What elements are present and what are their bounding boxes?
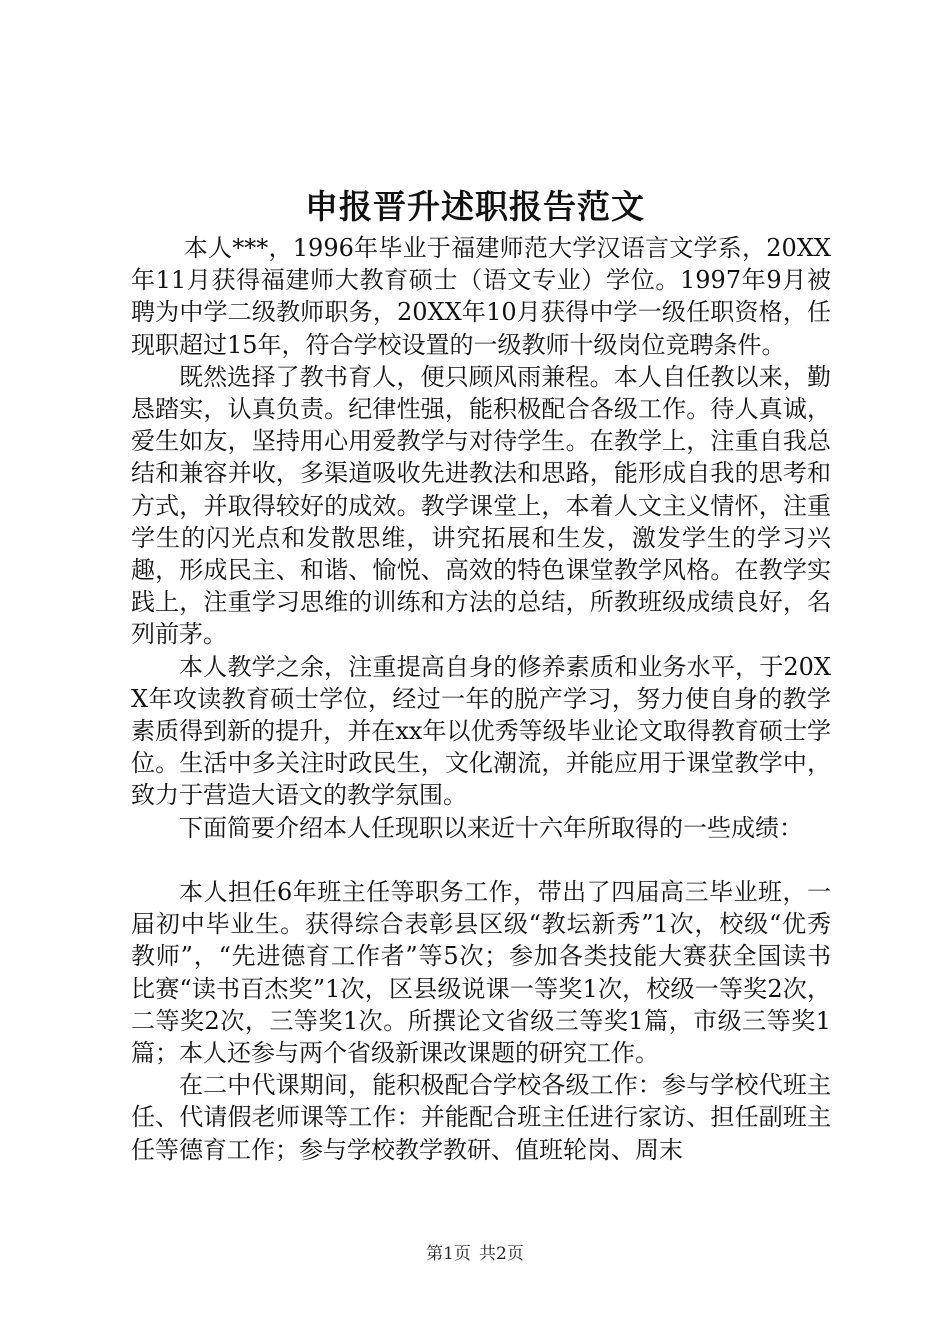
paragraph-teaching: 既然选择了教书育人，便只顾风雨兼程。本人自任教以来，勤恳踏实，认真负责。纪律性强，能积极配合各级工作。待人真诚，爱生如友，坚持用心用爱教学与对待学生。在教学上，注重自我总结和兼容并收，多渠道吸收先进教法和思路，能形成自我的思考和方式，并取得较好的成效。教学课堂上，本着人文主义情怀，注重学生的闪光点和发散思维，讲究拓展和生发，激发学生的学习兴趣，形成民主、和谐、愉悦、高效的特色课堂教学风格。在教学实践上，注重学习思维的训练和方法的总结，所教班级成绩良好，名列前茅。 bbox=[131, 362, 831, 649]
paragraph-substitute-period: 在二中代课期间，能积极配合学校各级工作：参与学校代班主任、代请假老师课等工作：并能配合班主任进行家访、担任副班主任等德育工作；参与学校教学教研、值班轮岗、周末 bbox=[131, 1071, 831, 1164]
page-total: 共2页 bbox=[479, 1244, 524, 1264]
page-footer bbox=[0, 1242, 950, 1266]
paragraph-intro: 本人***，1996年毕业于福建师范大学汉语言文学系，20XX年11月获得福建师大教育硕士（语文专业）学位。1997年9月被聘为中学二级教师职务，20XX年10月获得中学一级任职资格，任现职超过15年，符合学校设置的一级教师十级岗位竞聘条件。 bbox=[131, 234, 831, 359]
document-body bbox=[131, 232, 831, 1166]
blank-line bbox=[131, 844, 831, 876]
page-number: 第1页 bbox=[426, 1244, 471, 1264]
paragraph-achievements: 本人担任6年班主任等职务工作，带出了四届高三毕业班，一届初中毕业生。获得综合表彰县区级“教坛新秀”1次，校级“优秀教师”，“先进德育工作者”等5次；参加各类技能大赛获全国读书比赛“读书百杰奖”1次，区县级说课一等奖1次，校级一等奖2次，二等奖2次，三等奖1次。所撰论文省级三等奖1篇，市级三等奖1篇；本人还参与两个省级新课改课题的研究工作。 bbox=[131, 878, 831, 1068]
paragraph-achievements-intro: 下面简要介绍本人任现职以来近十六年所取得的一些成绩： bbox=[179, 813, 803, 842]
paragraph-study: 本人教学之余，注重提高自身的修养素质和业务水平，于20XX年攻读教育硕士学位，经过一年的脱产学习，努力使自身的教学素质得到新的提升，并在xx年以优秀等级毕业论文取得教育硕士学位。生活中多关注时政民生，文化潮流，并能应用于课堂教学中，致力于营造大语文的教学氛围。 bbox=[131, 652, 831, 810]
document-title: 申报晋升述职报告范文 bbox=[305, 187, 645, 226]
